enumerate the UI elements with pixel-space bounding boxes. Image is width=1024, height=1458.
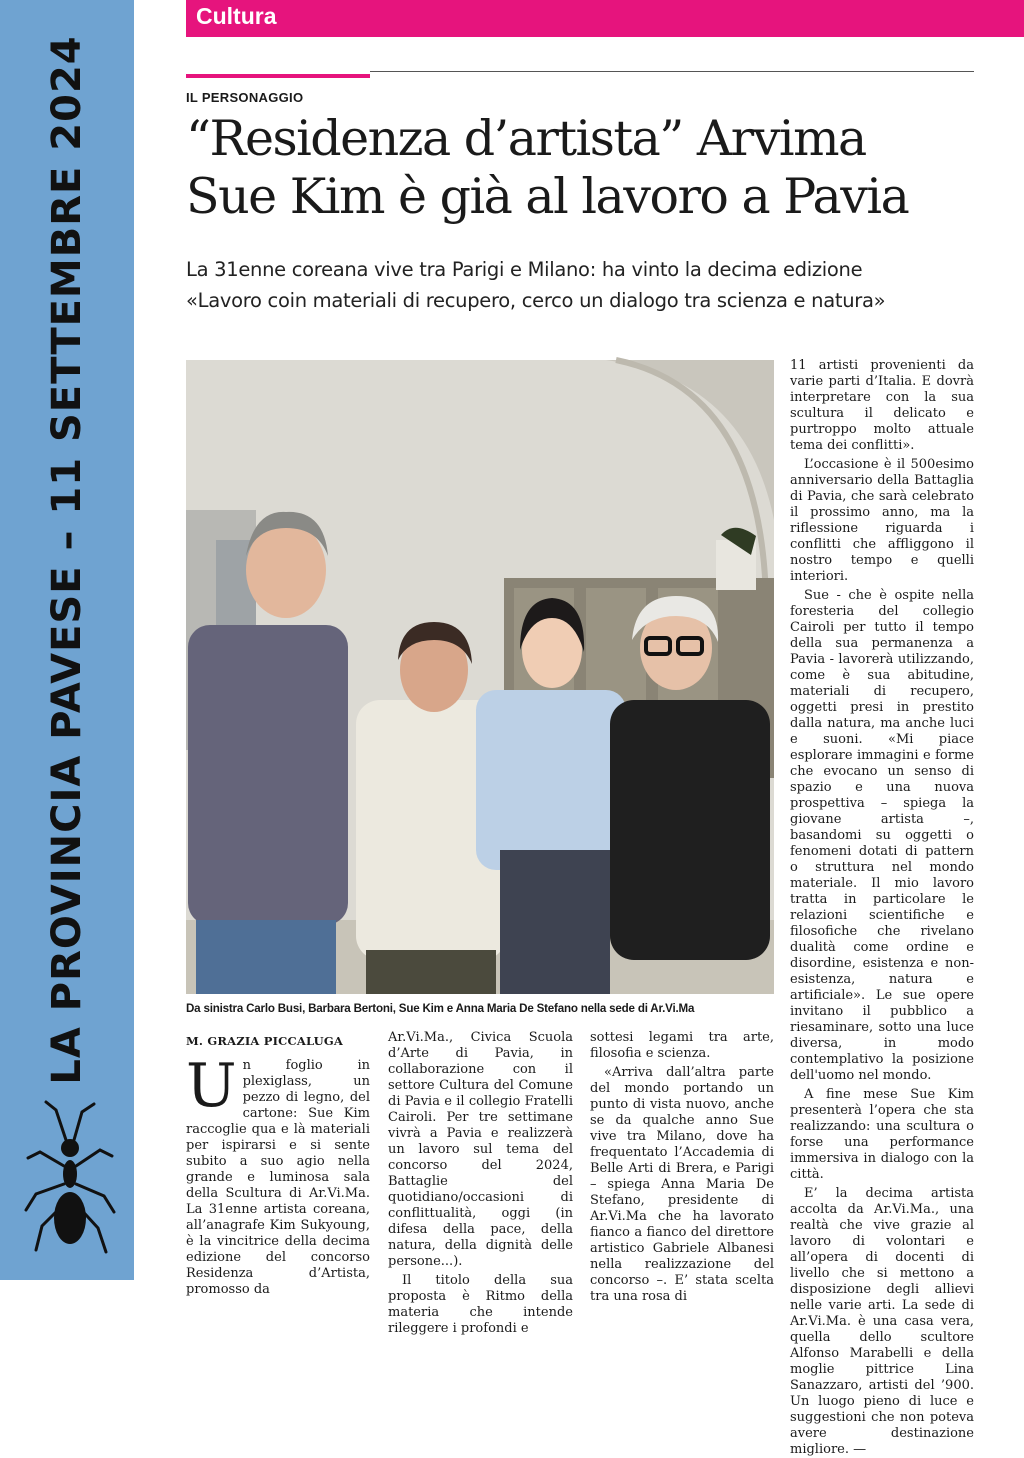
- article-column-4: [790, 358, 974, 1457]
- divider-line: [370, 71, 974, 72]
- article-paragraph: sottesi legami tra arte, filosofia e scienza.: [590, 1030, 774, 1061]
- masthead-sidebar: [0, 0, 134, 1280]
- headline-line-2: Sue Kim è già al lavoro a Pavia: [186, 168, 909, 225]
- kicker: IL PERSONAGGIO: [186, 90, 304, 105]
- article-paragraph: Un foglio in plexiglass, un pezzo di legno, del cartone: Sue Kim raccoglie qua e là materiali per ispirarsi e si sente subito a suo agio nella grande e luminosa sala della Scultura di Ar.Vi.Ma. La 31enne artista coreana, all’anagrafe Kim Sukyoung, è la vincitrice della decima edizione del concorso Residenza d’Artista, promosso da: [186, 1051, 370, 1297]
- ant-logo-icon: [22, 1100, 118, 1260]
- article-paragraph: 11 artisti provenienti da varie parti d’Italia. E dovrà interpretare con la sua scultura il delicato e purtroppo molto attuale tema dei conflitti».: [790, 358, 974, 453]
- article-paragraph: Il titolo della sua proposta è Ritmo della materia che intende rileggere i profondi e: [388, 1273, 573, 1336]
- headline: [186, 110, 986, 226]
- photo-caption: Da sinistra Carlo Busi, Barbara Bertoni, Sue Kim e Anna Maria De Stefano nella sede di Ar.Vi.Ma: [186, 1002, 695, 1015]
- byline: M. GRAZIA PICCALUGA: [186, 1034, 344, 1048]
- article-paragraph: Ar.Vi.Ma., Civica Scuola d’Arte di Pavia, in collaborazione con il settore Cultura del Comune di Pavia e il collegio Fratelli Cairoli. Per tre settimane vivrà a Pavia e realizzerà un lavoro sul tema del concorso del 2024, Battaglie del quotidiano/occasioni di conflittualità, oggi (in difesa della pace, della natura, della dignità delle persone...).: [388, 1030, 573, 1269]
- article-paragraph: Sue - che è ospite nella foresteria del collegio Cairoli per tutto il tempo della sua permanenza a Pavia - lavorerà utilizzando, come è sua abitudine, materiali di recupero, oggetti presi in prestito dalla natura, ma anche luci e suoni. «Mi piace esplorare immagini e forme che evocano un senso di spazio e una nuova prospettiva – spiega la giovane artista –, basandomi su oggetti o fenomeni dotati di pattern o struttura nel mondo materiale. Il mio lavoro tratta in particolare le relazioni scientifiche e filosofiche che rivelano dualità come ordine e disordine, esistenza e non-esistenza, natura e artificiale». Le sue opere invitano il pubblico a riesaminare, sotto una luce diversa, in modo contemplativo la posizione dell'uomo nel mondo.: [790, 588, 974, 1083]
- subheadline-line-2: «Lavoro coin materiali di recupero, cerco un dialogo tra scienza e natura»: [186, 289, 886, 312]
- article-paragraph: L’occasione è il 500esimo anniversario della Battaglia di Pavia, che sarà celebrato il prossimo anno, ma la riflessione riguarda i conflitti che affliggono il nostro tempo e quelli interiori.: [790, 457, 974, 584]
- article-paragraph: «Arriva dall’altra parte del mondo portando un punto di vista nuovo, anche se da qualche anno Sue vive tra Milano, dove ha frequentato l’Accademia di Belle Arti di Brera, e Parigi – spiega Anna Maria De Stefano, presidente di Ar.Vi.Ma che ha lavorato fianco a fianco del direttore artistico Gabriele Albanesi nella realizzazione del concorso –. E’ stata scelta tra una rosa di: [590, 1065, 774, 1304]
- article-column-1: [186, 1051, 370, 1297]
- article-column-2: [388, 1030, 573, 1336]
- article-paragraph: E’ la decima artista accolta da Ar.Vi.Ma., una realtà che vive grazie al lavoro di volontari e all’opera di docenti di livello che si mettono a disposizione degli allievi nelle varie arti. La sede di Ar.Vi.Ma. è una casa vera, quella dello scultore Alfonso Marabelli e della moglie pittrice Lina Sanazzaro, artisti del ’900. Un luogo pieno di luce e suggestioni che non poteva avere destinazione migliore. —: [790, 1186, 974, 1457]
- drop-cap: U: [186, 1051, 237, 1121]
- group-photo-image: [186, 360, 774, 994]
- article-column-3: [590, 1030, 774, 1304]
- masthead-text: LA PROVINCIA PAVESE – 11 SETTEMBRE 2024: [44, 35, 90, 1085]
- article-paragraph: A fine mese Sue Kim presenterà l’opera che sta realizzando: una scultura o forse una performance immersiva in dialogo con la città.: [790, 1087, 974, 1182]
- section-bar: [186, 0, 1024, 37]
- group-photo: [186, 360, 774, 994]
- section-label: Cultura: [196, 3, 277, 29]
- subheadline-line-1: La 31enne coreana vive tra Parigi e Milano: ha vinto la decima edizione: [186, 258, 863, 281]
- subheadline: [186, 254, 986, 316]
- accent-rule: [186, 74, 370, 78]
- headline-line-1: “Residenza d’artista” Arvima: [186, 110, 866, 167]
